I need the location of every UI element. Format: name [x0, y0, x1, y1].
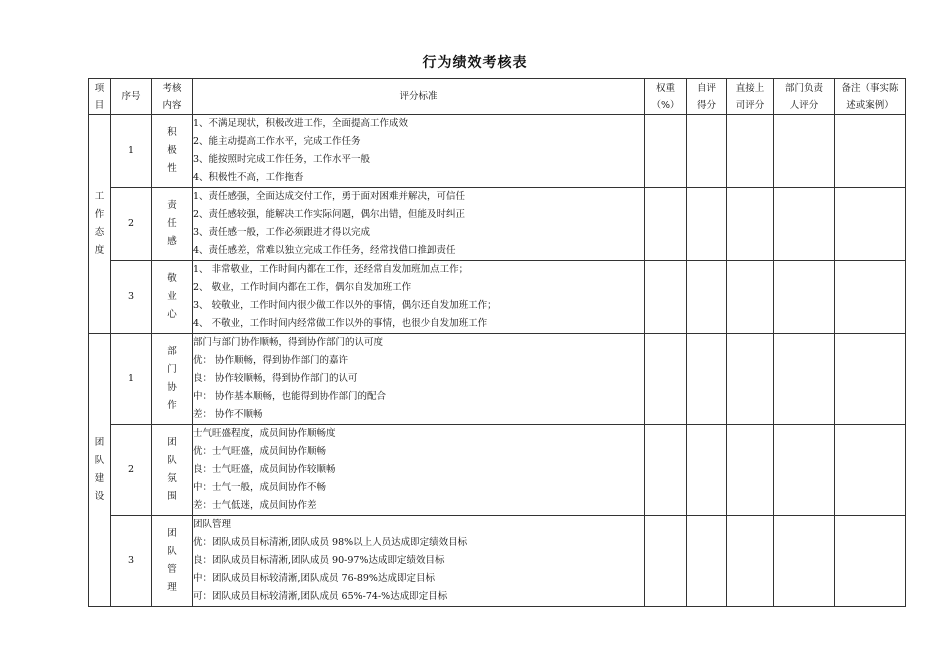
table-row [89, 334, 906, 425]
remarks-cell[interactable] [835, 516, 906, 607]
category-cell: 团 队 建 设 [89, 334, 111, 607]
header-remarks: 备注（事实陈 述或案例） [835, 79, 906, 115]
table-row [89, 188, 906, 261]
self-score-cell[interactable] [687, 334, 727, 425]
header-row [89, 79, 906, 115]
weight-cell[interactable] [645, 516, 687, 607]
weight-cell[interactable] [645, 334, 687, 425]
table-row [89, 261, 906, 334]
table-row [89, 115, 906, 188]
supervisor-score-cell[interactable] [727, 188, 774, 261]
weight-cell[interactable] [645, 261, 687, 334]
remarks-cell[interactable] [835, 261, 906, 334]
supervisor-score-cell[interactable] [727, 261, 774, 334]
seq-cell: 3 [111, 261, 152, 334]
self-score-cell[interactable] [687, 188, 727, 261]
dept-head-score-cell[interactable] [774, 188, 835, 261]
criteria-cell: 1、不满足现状，积极改进工作，全面提高工作成效 2、能主动提高工作水平，完成工作任务 3、能按照时完成工作任务，工作水平一般 4、积极性不高，工作拖沓 [193, 115, 645, 188]
criteria-cell: 1、责任感强，全面达成交付工作，勇于面对困难并解决，可信任 2、责任感较强，能解决工作实际问题，偶尔出错，但能及时纠正 3、责任感一般，工作必须跟进才得以完成 4、责任感差，常难以独立完成工作任务，经常找借口推卸责任 [193, 188, 645, 261]
item-cell: 积 极 性 [152, 115, 193, 188]
page-title: 行为绩效考核表 [422, 55, 528, 71]
supervisor-score-cell[interactable] [727, 516, 774, 607]
seq-cell: 2 [111, 188, 152, 261]
item-cell: 团 队 管 理 [152, 516, 193, 607]
header-dept-head-score: 部门负责 人评分 [774, 79, 835, 115]
header-seq: 序号 [111, 79, 152, 115]
remarks-cell[interactable] [835, 425, 906, 516]
supervisor-score-cell[interactable] [727, 334, 774, 425]
criteria-cell: 团队管理 优：团队成员目标清淅,团队成员 98%以上人员达成即定绩效目标 良：团队成员目标清淅,团队成员 90-97%达成即定绩效目标 中：团队成员目标较清淅,团队成员 76-89%达成即定目标 可：团队成员目标较清淅,团队成员 65%-74-%达成即定目标 [193, 516, 645, 607]
criteria-cell: 士气旺盛程度，成员间协作顺畅度 优：士气旺盛，成员间协作顺畅 良：士气旺盛，成员间协作较顺畅 中：士气一般，成员间协作不畅 差：士气低迷，成员间协作差 [193, 425, 645, 516]
header-project: 项 目 [89, 79, 111, 115]
category-cell: 工 作 态 度 [89, 115, 111, 334]
header-criteria: 评分标准 [193, 79, 645, 115]
item-cell: 责 任 感 [152, 188, 193, 261]
weight-cell[interactable] [645, 115, 687, 188]
supervisor-score-cell[interactable] [727, 425, 774, 516]
criteria-cell: 部门与部门协作顺畅，得到协作部门的认可度 优： 协作顺畅，得到协作部门的嘉许 良： 协作较顺畅，得到协作部门的认可 中： 协作基本顺畅，也能得到协作部门的配合 差： 协作不顺畅 [193, 334, 645, 425]
header-self-score: 自评 得分 [687, 79, 727, 115]
self-score-cell[interactable] [687, 261, 727, 334]
header-weight: 权重 （%） [645, 79, 687, 115]
header-item: 考核 内容 [152, 79, 193, 115]
self-score-cell[interactable] [687, 425, 727, 516]
criteria-cell: 1、 非常敬业，工作时间内都在工作，还经常自发加班加点工作； 2、 敬业，工作时间内都在工作，偶尔自发加班工作 3、 较敬业，工作时间内很少做工作以外的事情，偶尔还自发加班工作； 4、 不敬业，工作时间内经常做工作以外的事情，也很少自发加班工作 [193, 261, 645, 334]
seq-cell: 1 [111, 334, 152, 425]
dept-head-score-cell[interactable] [774, 425, 835, 516]
table-row [89, 425, 906, 516]
seq-cell: 3 [111, 516, 152, 607]
item-cell: 团 队 氛 围 [152, 425, 193, 516]
evaluation-table [88, 78, 906, 607]
item-cell: 敬 业 心 [152, 261, 193, 334]
supervisor-score-cell[interactable] [727, 115, 774, 188]
dept-head-score-cell[interactable] [774, 115, 835, 188]
item-cell: 部 门 协 作 [152, 334, 193, 425]
weight-cell[interactable] [645, 425, 687, 516]
dept-head-score-cell[interactable] [774, 261, 835, 334]
seq-cell: 1 [111, 115, 152, 188]
dept-head-score-cell[interactable] [774, 334, 835, 425]
self-score-cell[interactable] [687, 115, 727, 188]
self-score-cell[interactable] [687, 516, 727, 607]
dept-head-score-cell[interactable] [774, 516, 835, 607]
weight-cell[interactable] [645, 188, 687, 261]
remarks-cell[interactable] [835, 115, 906, 188]
header-supervisor-score: 直接上 司评分 [727, 79, 774, 115]
remarks-cell[interactable] [835, 334, 906, 425]
table-row [89, 516, 906, 607]
seq-cell: 2 [111, 425, 152, 516]
remarks-cell[interactable] [835, 188, 906, 261]
